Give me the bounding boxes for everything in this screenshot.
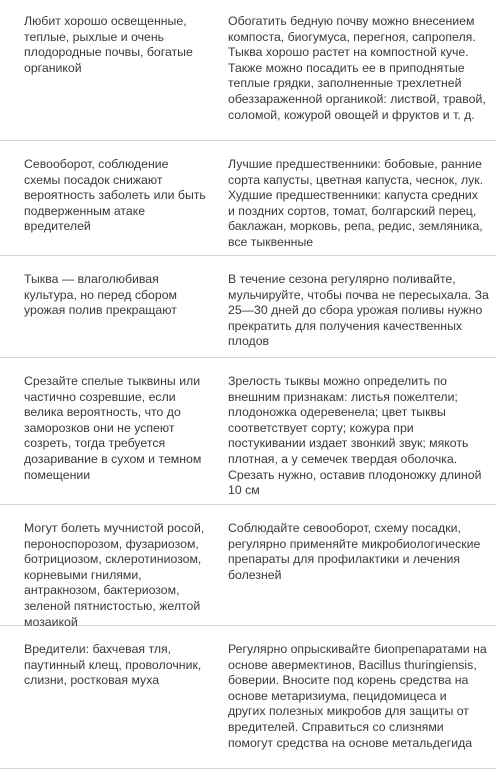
condition-line: урожая полив прекращают: [24, 303, 177, 318]
recommendation-line: сорта капусты, цветная капуста, чеснок, лук.: [228, 172, 484, 187]
condition-line: велика вероятность, что до: [24, 405, 181, 420]
table-row: [0, 256, 496, 358]
recommendation-line: Регулярно опрыскивайте биопрепаратами на: [228, 642, 487, 656]
condition-line: культура, но перед сбором: [24, 287, 178, 302]
recommendation-cell: [209, 256, 496, 357]
recommendation-cell: [209, 141, 496, 255]
condition-cell: [0, 141, 209, 255]
recommendation-line: 25—30 дней до сбора урожая поливы нужно: [228, 303, 483, 318]
condition-line: Могут болеть мучнистой росой,: [24, 521, 205, 535]
condition-line: Тыква — влаголюбивая: [24, 272, 159, 286]
condition-line: теплые, рыхлые и очень: [24, 29, 165, 44]
recommendation-line: Срезать нужно, оставив плодоножку длиной: [228, 467, 482, 482]
recommendation-line: основе метаризиума, пецидомицеса и: [228, 688, 447, 703]
condition-line: вредителей: [24, 219, 91, 234]
condition-line: органикой: [24, 60, 82, 75]
recommendation-line: других полезных микробов для защиты от: [228, 704, 469, 719]
table-row: [0, 141, 496, 256]
recommendation-line: Тыква хорошо растет на компостной куче.: [228, 45, 469, 60]
recommendation-line: внешним признакам: листья пожелтели;: [228, 389, 458, 404]
condition-line: частично созревшие, если: [24, 389, 176, 404]
table-row: [0, 358, 496, 505]
recommendation-line: плодоножка одеревенела; цвет тыквы: [228, 405, 446, 420]
recommendation-line: препараты для профилактики и лечения: [228, 552, 461, 567]
recommendation-line: соломой, кожурой овощей и фруктов и т. д.: [228, 107, 475, 122]
recommendation-cell: [209, 626, 496, 768]
condition-cell: [0, 358, 209, 504]
condition-line: Вредители: бахчевая тля,: [24, 642, 172, 656]
condition-line: заморозков они не успеют: [24, 420, 175, 435]
condition-line: Срезайте спелые тыквины или: [24, 374, 201, 388]
condition-line: созреть, тогда требуется: [24, 436, 166, 451]
recommendation-cell: [209, 358, 496, 504]
recommendation-line: В течение сезона регулярно поливайте,: [228, 272, 456, 286]
condition-cell: [0, 256, 209, 357]
condition-line: паутинный клещ, проволочник,: [24, 657, 202, 672]
condition-line: подверженным атаке: [24, 203, 146, 218]
condition-cell: [0, 505, 209, 629]
recommendation-line: Худшие предшественники: капуста средних: [228, 188, 478, 203]
recommendation-line: постукивании издает звонкий звук; мякоть: [228, 436, 469, 451]
condition-line: вероятность заболеть или быть: [24, 188, 206, 203]
condition-line: антракнозом, бактериозом,: [24, 583, 180, 598]
recommendation-line: все тыквенные: [228, 234, 314, 249]
recommendation-line: соответствует сорту; кожура при: [228, 420, 414, 435]
recommendation-line: обеззараженной органикой: листвой, травой,: [228, 91, 486, 106]
recommendation-line: прекратить для получения качественных: [228, 318, 463, 333]
recommendation-line: болезней: [228, 567, 282, 582]
recommendation-line: вредителей. Справиться со слизнями: [228, 719, 444, 734]
condition-line: Севооборот, соблюдение: [24, 157, 169, 171]
condition-line: зеленой пятнистостью, желтой: [24, 598, 201, 613]
table-row: [0, 505, 496, 629]
recommendation-line: Соблюдайте севооборот, схему посадки,: [228, 521, 461, 535]
recommendation-line: боверии. Вносите под корень средства на: [228, 673, 469, 688]
recommendation-line: основе авермектинов, Bacillus thuringiensis,: [228, 657, 477, 672]
recommendation-line: Обогатить бедную почву можно внесением: [228, 14, 475, 28]
condition-line: ботрициозом, склеротиниозом,: [24, 552, 202, 567]
condition-line: схемы посадок снижают: [24, 172, 163, 187]
recommendation-line: компоста, биогумуса, перегноя, сапропеля.: [228, 29, 476, 44]
condition-line: корневыми гнилями,: [24, 567, 142, 582]
recommendation-line: 10 см: [228, 483, 260, 498]
condition-line: дозаривание в сухом и темном: [24, 451, 202, 466]
recommendation-line: и поздних сортов, томат, болгарский перец,: [228, 203, 477, 218]
recommendation-cell: [209, 505, 496, 625]
recommendation-cell: [209, 0, 496, 140]
condition-line: пероноспорозом, фузариозом,: [24, 536, 199, 551]
recommendation-line: регулярно применяйте микробиологические: [228, 536, 481, 551]
recommendation-line: теплые грядки, заполненные трехлетней: [228, 76, 462, 91]
recommendation-line: помогут средства на основе метальдегида: [228, 735, 473, 750]
condition-line: слизни, ростковая муха: [24, 673, 160, 688]
recommendation-line: плотная, а у семечек твердая оболочка.: [228, 451, 458, 466]
table-row: [0, 0, 496, 141]
recommendation-line: Также можно посадить ее в приподнятые: [228, 60, 465, 75]
condition-line: Любит хорошо освещенные,: [24, 14, 187, 28]
condition-line: плодородные почвы, богатые: [24, 45, 193, 60]
recommendation-line: баклажан, морковь, репа, редис, земляника,: [228, 219, 483, 234]
condition-cell: [0, 626, 209, 768]
recommendation-line: Лучшие предшественники: бобовые, ранние: [228, 157, 483, 171]
recommendation-line: Зрелость тыквы можно определить по: [228, 374, 448, 388]
condition-line: мозаикой: [24, 614, 78, 629]
table-row: [0, 626, 496, 769]
condition-cell: [0, 0, 209, 140]
condition-line: помещении: [24, 467, 91, 482]
recommendation-line: мульчируйте, чтобы почва не пересыхала. За: [228, 287, 489, 302]
recommendation-line: плодов: [228, 334, 270, 349]
